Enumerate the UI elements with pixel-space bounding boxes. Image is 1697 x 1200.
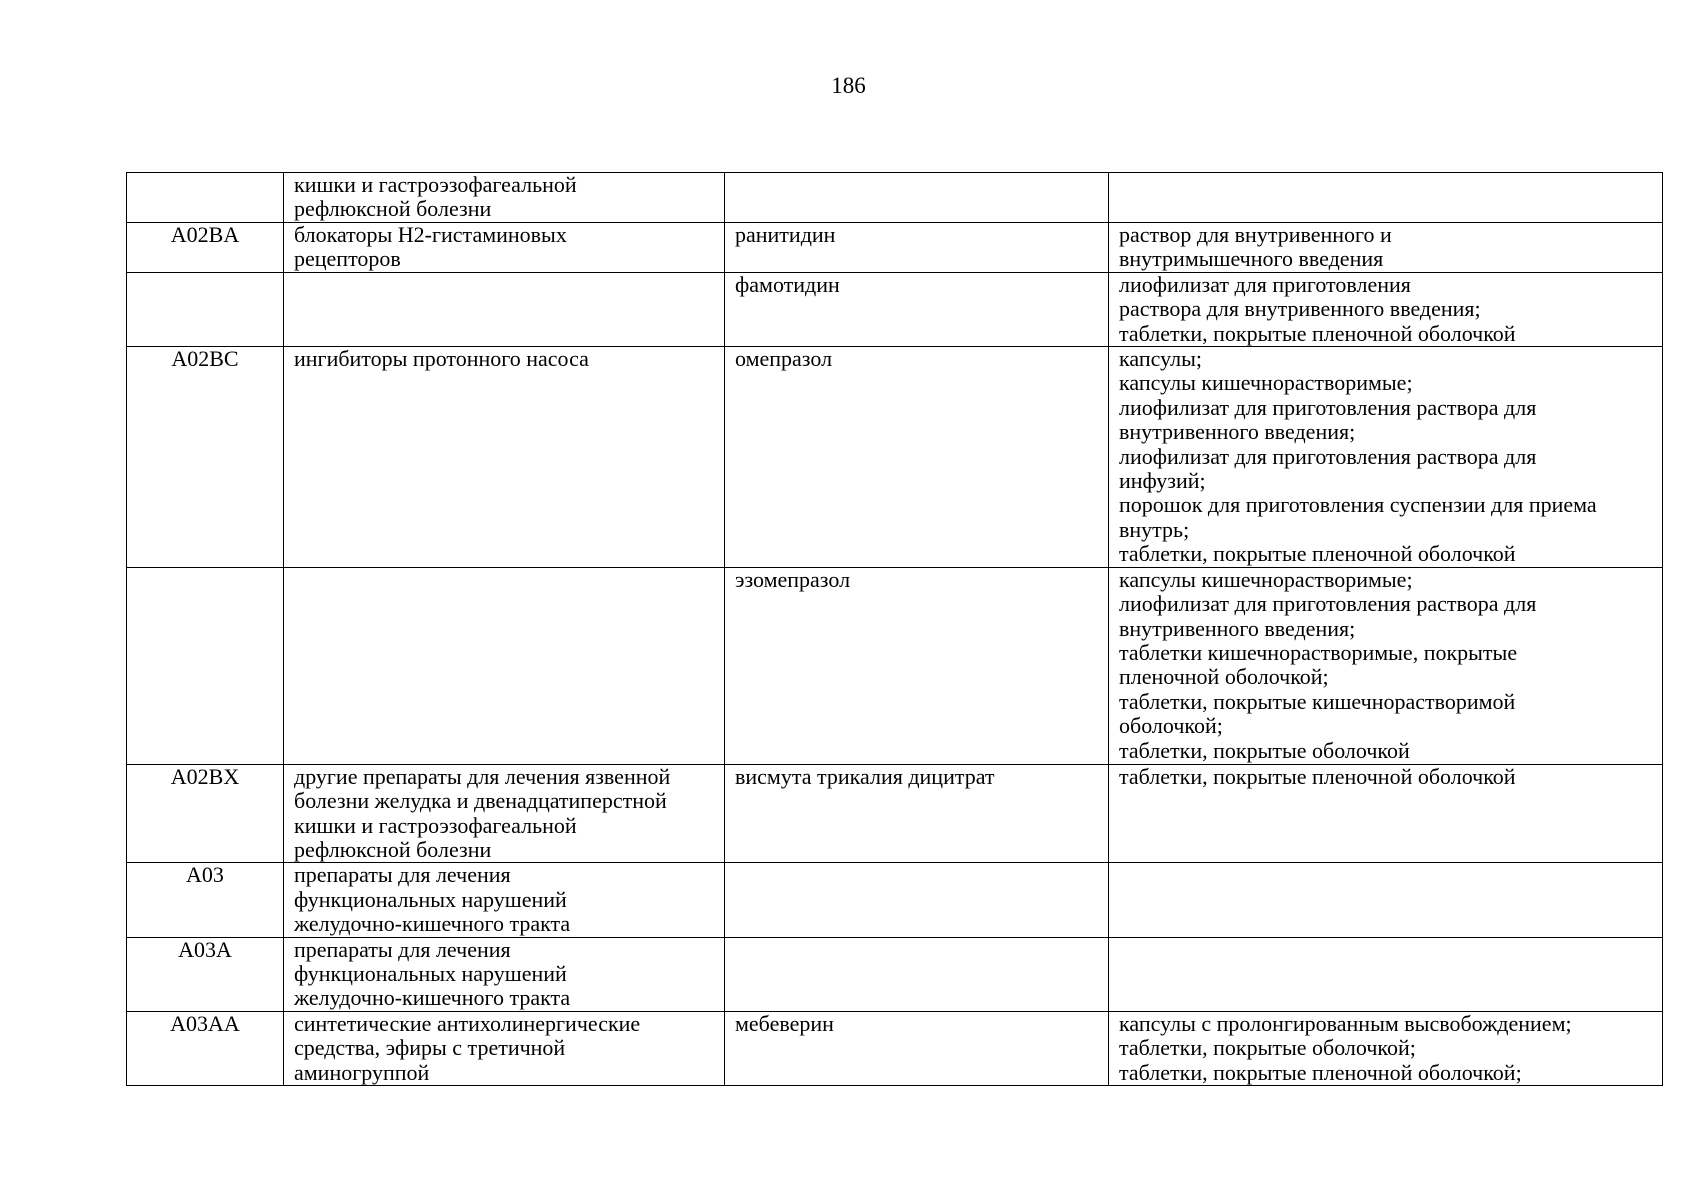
group-name-line: рефлюксной болезни [294, 196, 492, 222]
atc-code-cell: A03 [127, 863, 284, 937]
group-name-cell [284, 863, 725, 937]
dosage-form-line: капсулы; [1119, 346, 1202, 372]
dosage-forms-cell [1109, 937, 1663, 1011]
dosage-forms-cell [1109, 764, 1663, 863]
atc-code-cell: A02BC [127, 347, 284, 568]
table-row [127, 272, 1663, 346]
drug-name-cell [725, 937, 1109, 1011]
atc-code-cell: A03AA [127, 1011, 284, 1085]
group-name-cell [284, 272, 725, 346]
table-row [127, 347, 1663, 568]
group-name-line: блокаторы H2-гистаминовых [294, 222, 567, 247]
group-name-line: аминогруппой [294, 1059, 430, 1085]
table-row [127, 223, 1663, 273]
group-name-line: желудочно-кишечного тракта [294, 911, 571, 937]
group-name-line: средства, эфиры с третичной [294, 1035, 566, 1061]
table-row [127, 937, 1663, 1011]
table-row [127, 1011, 1663, 1085]
dosage-forms-cell [1109, 223, 1663, 273]
dosage-form-line: капсулы кишечнорастворимые; [1119, 370, 1413, 396]
dosage-form-line: лиофилизат для приготовления [1119, 272, 1411, 297]
atc-code-cell: A02BX [127, 764, 284, 863]
dosage-forms-cell [1109, 567, 1663, 764]
drug-name-cell: мебеверин [725, 1011, 1109, 1085]
group-name-line: другие препараты для лечения язвенной [294, 764, 671, 789]
group-name-cell [284, 1011, 725, 1085]
drug-name-cell: омепразол [725, 347, 1109, 568]
group-name-line: ингибиторы протонного насоса [294, 346, 589, 372]
drug-name-cell [725, 863, 1109, 937]
dosage-form-line: таблетки, покрытые кишечнорастворимой [1119, 688, 1516, 714]
drug-table [126, 172, 1663, 1086]
group-name-line: препараты для лечения [294, 862, 511, 888]
dosage-form-line: капсулы кишечнорастворимые; [1119, 567, 1413, 592]
group-name-line: препараты для лечения [294, 937, 511, 962]
dosage-form-line: внутривенного введения; [1119, 615, 1356, 641]
dosage-form-line: порошок для приготовления суспензии для приема [1119, 492, 1597, 518]
group-name-cell [284, 173, 725, 223]
atc-code-cell [127, 567, 284, 764]
dosage-forms-cell [1109, 173, 1663, 223]
group-name-line: желудочно-кишечного тракта [294, 985, 571, 1011]
dosage-form-line: пленочной оболочкой; [1119, 664, 1329, 690]
group-name-line: болезни желудка и двенадцатиперстной [294, 788, 667, 814]
dosage-form-line: раствора для внутривенного введения; [1119, 296, 1481, 322]
drug-name-cell [725, 173, 1109, 223]
table-body [127, 173, 1663, 1086]
group-name-cell [284, 347, 725, 568]
dosage-form-line: таблетки, покрытые оболочкой; [1119, 1035, 1416, 1061]
group-name-cell [284, 223, 725, 273]
table-row [127, 764, 1663, 863]
dosage-form-line: таблетки кишечнорастворимые, покрытые [1119, 639, 1518, 665]
dosage-form-line: таблетки, покрытые пленочной оболочкой [1119, 541, 1516, 567]
group-name-line: кишки и гастроэзофагеальной [294, 812, 577, 838]
dosage-form-line: инфузий; [1119, 468, 1206, 494]
table-row [127, 863, 1663, 937]
dosage-forms-cell [1109, 272, 1663, 346]
dosage-form-line: таблетки, покрытые пленочной оболочкой [1119, 320, 1516, 346]
page-number: 186 [831, 73, 866, 98]
drug-name-cell: ранитидин [725, 223, 1109, 273]
group-name-line: рецепторов [294, 246, 401, 272]
drug-name-cell: эзомепразол [725, 567, 1109, 764]
table-row [127, 173, 1663, 223]
dosage-form-line: таблетки, покрытые оболочкой [1119, 737, 1410, 763]
atc-code-cell [127, 173, 284, 223]
dosage-form-line: капсулы с пролонгированным высвобождением; [1119, 1011, 1572, 1036]
dosage-form-line: внутримышечного введения [1119, 246, 1384, 272]
group-name-line: рефлюксной болезни [294, 836, 492, 862]
group-name-line: функциональных нарушений [294, 886, 567, 912]
dosage-form-line: внутрь; [1119, 516, 1190, 542]
group-name-cell [284, 937, 725, 1011]
dosage-form-line: таблетки, покрытые пленочной оболочкой; [1119, 1059, 1522, 1085]
dosage-forms-cell [1109, 1011, 1663, 1085]
atc-code-cell [127, 272, 284, 346]
group-name-line: функциональных нарушений [294, 960, 567, 986]
dosage-form-line: внутривенного введения; [1119, 419, 1356, 445]
drug-name-cell: висмута трикалия дицитрат [725, 764, 1109, 863]
dosage-forms-cell [1109, 347, 1663, 568]
dosage-form-line: лиофилизат для приготовления раствора для [1119, 443, 1537, 469]
dosage-form-line: таблетки, покрытые пленочной оболочкой [1119, 764, 1516, 789]
dosage-form-line: оболочкой; [1119, 713, 1223, 739]
group-name-cell [284, 567, 725, 764]
dosage-form-line: лиофилизат для приготовления раствора для [1119, 394, 1537, 420]
group-name-line: синтетические антихолинергические [294, 1011, 641, 1036]
dosage-form-line: раствор для внутривенного и [1119, 222, 1392, 247]
table-row [127, 567, 1663, 764]
dosage-forms-cell [1109, 863, 1663, 937]
atc-code-cell: A03A [127, 937, 284, 1011]
group-name-line: кишки и гастроэзофагеальной [294, 172, 577, 197]
atc-code-cell: A02BA [127, 223, 284, 273]
dosage-form-line: лиофилизат для приготовления раствора для [1119, 591, 1537, 617]
group-name-cell [284, 764, 725, 863]
drug-name-cell: фамотидин [725, 272, 1109, 346]
